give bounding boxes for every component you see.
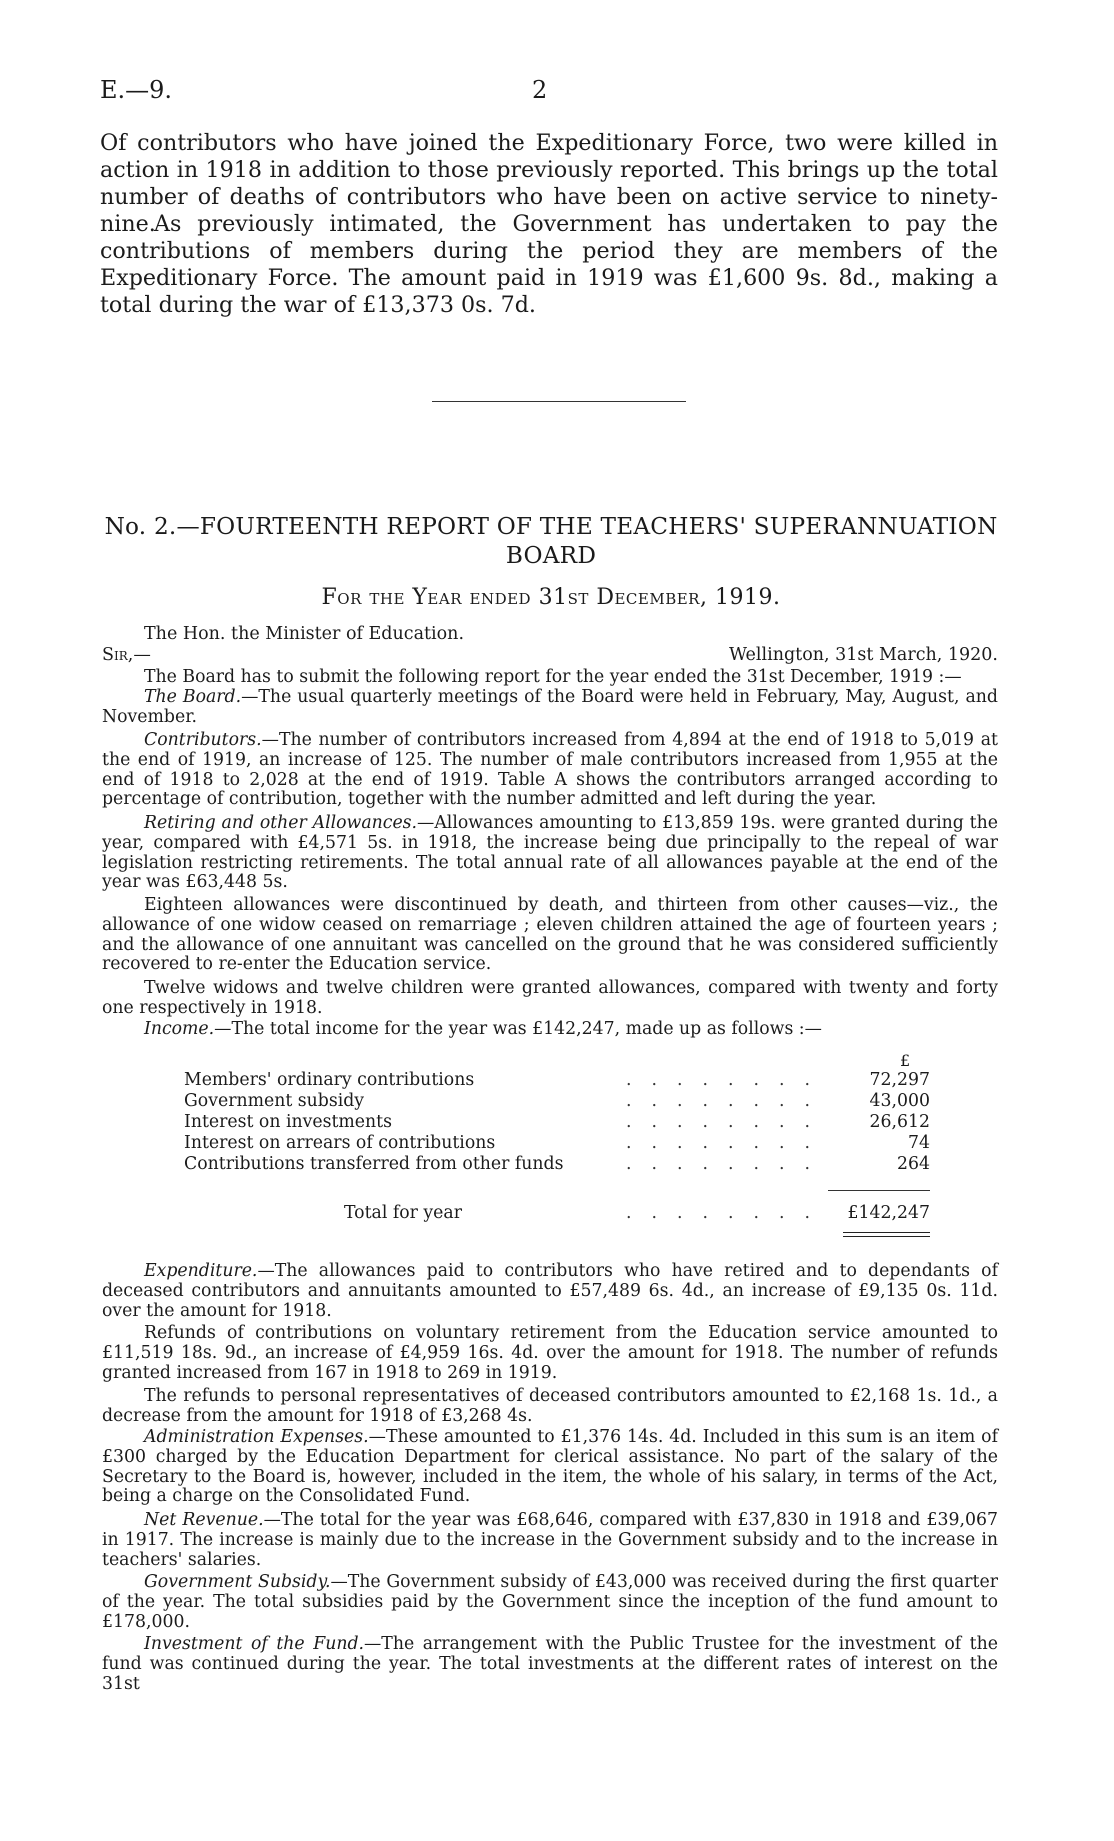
income-row	[184, 1091, 930, 1111]
double-rule-bottom	[843, 1236, 930, 1237]
refunds-paragraph: Refunds of contributions on voluntary retirement from the Education service amounted to £11,519 18s. 9d., an increase of £4,959 16s. 4d. over the amount for 1918. The number of refunds granted increased from 167 in 1918 to 269 in 1919.	[102, 1323, 998, 1383]
expenditure-text: —The allowances paid to contributors who have retired and to dependants of deceased contributors and annuitants amounted to £57,489 6s. 4d., an increase of £9,135 0s. 11d. over the amount for 1918.	[102, 1261, 998, 1321]
income-total-amount: £142,247	[847, 1203, 930, 1223]
income-lead: Income.	[144, 1019, 215, 1039]
expenditure-lead: Expenditure.	[144, 1261, 258, 1281]
dot-leader: ........	[626, 1133, 830, 1153]
refunds-personal-paragraph: The refunds to personal representatives of deceased contributors amounted to £2,168 1s. 1d., a decrease from the amount for 1918 of £3,268 4s.	[102, 1386, 998, 1426]
income-total-label: Total for year	[344, 1203, 468, 1223]
widows-paragraph: Twelve widows and twelve children were granted allowances, compared with twenty and forty one respectively in 1918.	[102, 978, 998, 1018]
double-rule-top	[843, 1232, 930, 1233]
dot-leader: ........	[626, 1203, 830, 1223]
addressee: The Hon. the Minister of Education.	[144, 624, 465, 644]
allowances-lead: Retiring and other Allowances.	[144, 813, 418, 833]
paragraph-expeditionary-contributions: As previously intimated, the Government has undertaken to pay the contributions of members during the period they are members of the Expeditionary Force. The amount paid in 1919 was £1,600 9s. 8d., making a total during the war of £13,373 0s. 7d.	[100, 211, 998, 318]
dot-leader: ........	[626, 1154, 830, 1174]
contributors-paragraph	[102, 731, 998, 810]
dot-leader: ........	[626, 1091, 830, 1111]
paragraph-expeditionary-deaths: Of contributors who have joined the Expeditionary Force, two were killed in action in 1918 in addition to those previously reported. This brings up the total number of deaths of contributors who have been on active service to ninety-nine.	[100, 130, 998, 237]
intro-paragraph: The Board has to submit the following report for the year ended the 31st December, 1919 :—	[144, 667, 962, 687]
allowances-text: —Allowances amounting to £13,859 19s. were granted during the year, compared with £4,571 5s. in 1918, the increase being due principally to the repeal of war legislation restricting retirements. The total annual rate of all allowances payable at the end of the year was £63,448 5s.	[102, 813, 998, 893]
income-text: —The total income for the year was £142,247, made up as follows :—	[214, 1019, 822, 1039]
subsidy-paragraph	[102, 1573, 998, 1632]
allowances-paragraph	[102, 814, 998, 893]
income-row	[184, 1154, 930, 1174]
page-number: 2	[532, 76, 548, 104]
administration-lead: Administration Expenses.	[144, 1427, 369, 1447]
board-paragraph	[102, 688, 998, 728]
net-revenue-text: —The total for the year was £68,646, compared with £37,830 in 1918 and £39,067 in 1917. The increase is mainly due to the increase in the Government subsidy and to the increase in teachers' salaries.	[102, 1510, 999, 1570]
income-row-label: Government subsidy	[184, 1091, 370, 1111]
income-row-label: Members' ordinary contributions	[184, 1070, 480, 1090]
income-paragraph	[102, 1020, 998, 1040]
expenditure-paragraph	[102, 1262, 998, 1321]
board-lead: The Board.	[144, 687, 242, 707]
income-total-row	[344, 1203, 930, 1223]
contributors-text: —The number of contributors increased from 4,894 at the end of 1918 to 5,019 at the end of 1919, an increase of 125. The number of male contributors increased from 1,955 at the end of 1918 to 2,028 at the end of 1919. Table A shows the contributors arranged according to percentage of contribution, together with the number admitted and left during the year.	[102, 730, 998, 810]
income-row	[184, 1112, 930, 1132]
net-revenue-paragraph	[102, 1511, 998, 1570]
total-rule	[828, 1190, 930, 1191]
income-row-label: Interest on arrears of contributions	[184, 1133, 501, 1153]
investment-text: —The arrangement with the Public Trustee for the investment of the fund was continued during the year. The total investments at the different rates of interest on the 31st	[102, 1634, 998, 1694]
income-row-amount: 264	[897, 1154, 930, 1174]
income-row-amount: 26,612	[869, 1112, 930, 1132]
contributors-lead: Contributors.	[144, 730, 262, 750]
income-row-amount: 43,000	[869, 1091, 930, 1111]
income-row	[184, 1070, 930, 1090]
income-row-label: Interest on investments	[184, 1112, 398, 1132]
administration-paragraph	[102, 1428, 998, 1507]
administration-text: —These amounted to £1,376 14s. 4d. Included in this sum is an item of £300 charged by the Education Department for clerical assistance. No part of the salary of the Secretary to the Board is, however, included in the item, the whole of his salary, in terms of the Act, being a charge on the Consolidated Fund.	[102, 1427, 998, 1507]
subsidy-lead: Government Subsidy.	[144, 1572, 331, 1592]
income-row-amount: 74	[908, 1133, 930, 1153]
discontinued-paragraph: Eighteen allowances were discontinued by death, and thirteen from other causes—viz., the allowance of one widow ceased on remarriage ; eleven children attained the age of fourteen years ; and the allowance of one annuitant was cancelled on the ground that he was considered sufficiently recovered to re-enter the Education service.	[102, 895, 998, 975]
income-row-amount: 72,297	[869, 1070, 930, 1090]
dot-leader: ........	[626, 1112, 830, 1132]
subsidy-text: —The Government subsidy of £43,000 was received during the first quarter of the year. The total subsidies paid by the Government since the inception of the fund amount to £178,000.	[102, 1572, 998, 1632]
running-head: E.—9.	[100, 76, 173, 104]
dot-leader: ........	[626, 1070, 830, 1090]
investment-paragraph	[102, 1635, 998, 1694]
income-row-label: Contributions transferred from other funds	[184, 1154, 569, 1174]
place-date: Wellington, 31st March, 1920.	[728, 645, 998, 665]
report-title: No. 2.—FOURTEENTH REPORT OF THE TEACHERS' SUPERANNUATION BOARD	[104, 513, 998, 569]
salutation: Sir,—	[102, 645, 151, 665]
investment-lead: Investment of the Fund.	[144, 1634, 365, 1654]
section-separator	[432, 401, 686, 402]
net-revenue-lead: Net Revenue.	[144, 1510, 264, 1530]
board-text: —The usual quarterly meetings of the Board were held in February, May, August, and November.	[102, 687, 998, 727]
report-subtitle: For the Year ended 31st December, 1919.	[321, 585, 781, 610]
income-row	[184, 1133, 930, 1153]
currency-symbol: £	[900, 1051, 911, 1070]
